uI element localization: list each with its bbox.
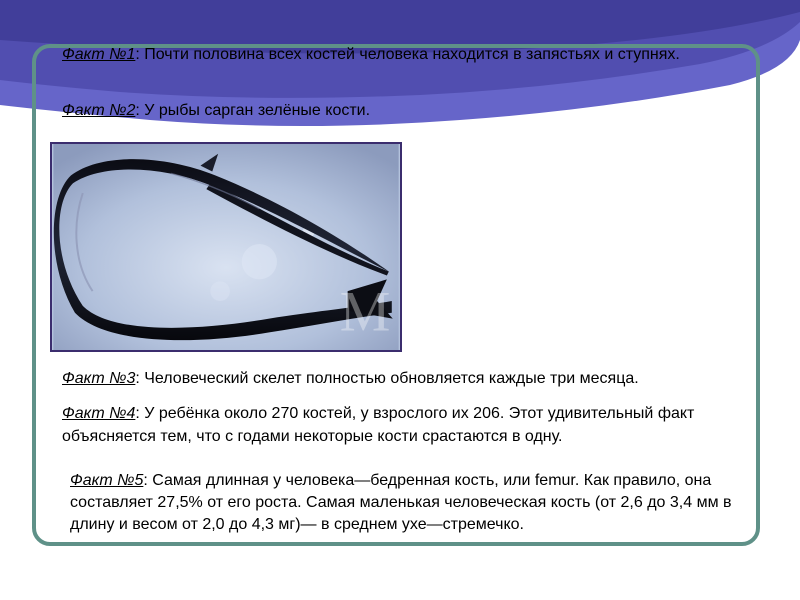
fact-3-label: Факт №3 bbox=[62, 370, 136, 387]
watermark-letter: M bbox=[339, 280, 391, 344]
fact-5-label: Факт №5 bbox=[70, 472, 144, 489]
fact-1 bbox=[62, 44, 752, 66]
fact-1-label: Факт №1 bbox=[62, 46, 136, 63]
fact-3-text: : Человеческий скелет полностью обновляется каждые три месяца. bbox=[135, 370, 639, 387]
fact-4 bbox=[62, 402, 722, 448]
fact-1-text: : Почти половина всех костей человека находится в запястьях и ступнях. bbox=[135, 46, 680, 63]
garfish-image bbox=[50, 142, 402, 352]
fact-4-text: : У ребёнка около 270 костей, у взрослого их 206. Этот удивительный факт объясняется тем, что с годами некоторые кости срастаются в одну. bbox=[62, 405, 695, 445]
fact-3 bbox=[62, 368, 742, 390]
fact-2-text: : У рыбы сарган зелёные кости. bbox=[135, 102, 371, 119]
garfish-drawing bbox=[52, 144, 400, 350]
fact-4-label: Факт №4 bbox=[62, 405, 136, 422]
fact-5-text: : Самая длинная у человека—бедренная кость, или femur. Как правило, она составляет 27,5% от его роста. Самая маленькая человеческая кость (от 2,6 до 3,4 мм в длину и весом от 2,0 до 4,3 мг)— в среднем ухе—стремечко. bbox=[70, 472, 732, 533]
fact-2 bbox=[62, 100, 392, 122]
fact-5 bbox=[70, 470, 742, 536]
fact-2-label: Факт №2 bbox=[62, 102, 136, 119]
